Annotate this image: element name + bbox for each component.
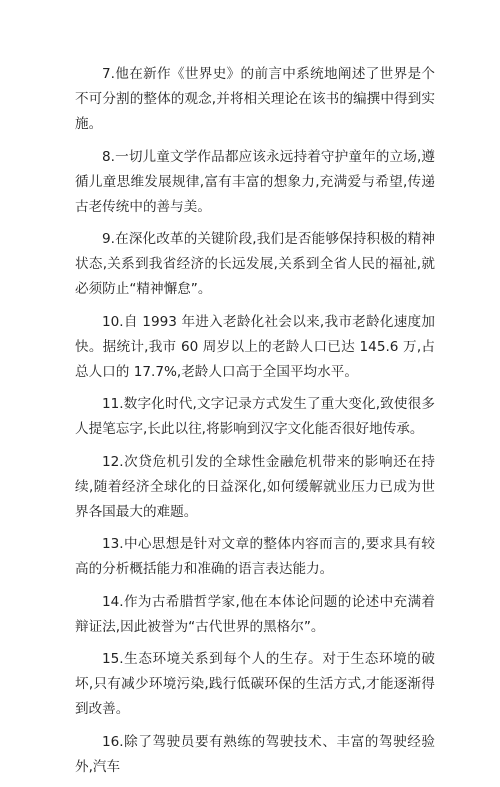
sentence-number: 15. — [102, 651, 124, 667]
sentence-number: 14. — [102, 593, 124, 610]
sentence-8 — [75, 145, 435, 220]
sentence-text: 一切儿童文学作品都应该永远持着守护童年的立场,遵循儿童思维发展规律,富有丰富的想象力,充满爱与希望,传递古老传统中的善与美。 — [75, 148, 435, 215]
sentence-12 — [75, 450, 435, 525]
sentence-number: 8. — [102, 148, 115, 165]
sentence-11 — [75, 392, 435, 442]
sentence-text: 作为古希腊哲学家,他在本体论问题的论述中充满着辩证法,因此被誉为“古代世界的黑格尔”。 — [75, 593, 435, 635]
sentence-7 — [75, 62, 435, 137]
sentence-number: 12. — [102, 453, 124, 470]
sentence-number: 13. — [102, 536, 124, 552]
sentence-number: 7. — [102, 66, 115, 82]
sentence-text: 生态环境关系到每个人的生存。对于生态环境的破坏,只有减少环境污染,践行低碳环保的生活方式,才能逐渐得到改善。 — [75, 651, 435, 717]
sentence-text: 他在新作《世界史》的前言中系统地阐述了世界是个不可分割的整体的观念,并将相关理论在该书的编撰中得到实施。 — [75, 66, 435, 132]
sentence-15 — [75, 647, 435, 722]
sentence-9 — [75, 227, 435, 302]
sentence-text: 在深化改革的关键阶段,我们是否能够保持积极的精神状态,关系到我省经济的长远发展,关系到全省人民的福祉,就必须防止“精神懈怠”。 — [75, 231, 435, 297]
sentence-14 — [75, 590, 435, 640]
document-page — [75, 62, 435, 787]
sentence-number: 16. — [102, 733, 124, 750]
sentence-text: 次贷危机引发的全球性金融危机带来的影响还在持续,随着经济全球化的日益深化,如何缓解就业压力已成为世界各国最大的难题。 — [75, 453, 435, 520]
sentence-number: 10. — [102, 313, 124, 330]
sentence-text: 除了驾驶员要有熟练的驾驶技术、丰富的驾驶经验外,汽车 — [75, 733, 435, 775]
sentence-text: 数字化时代,文字记录方式发生了重大变化,致使很多人提笔忘字,长此以往,将影响到汉字文化能否很好地传承。 — [75, 396, 435, 437]
sentence-16 — [75, 730, 435, 780]
sentence-10 — [75, 310, 435, 385]
sentence-number: 9. — [102, 231, 115, 247]
sentence-text: 自 1993 年进入老龄化社会以来,我市老龄化速度加快。据统计,我市 60 周岁以上的老龄人口已达 145.6 万,占总人口的 17.7%,老龄人口高于全国平均水平。 — [75, 313, 435, 380]
sentence-number: 11. — [102, 396, 124, 412]
sentence-13 — [75, 532, 435, 582]
sentence-text: 中心思想是针对文章的整体内容而言的,要求具有较高的分析概括能力和准确的语言表达能力。 — [75, 536, 435, 577]
